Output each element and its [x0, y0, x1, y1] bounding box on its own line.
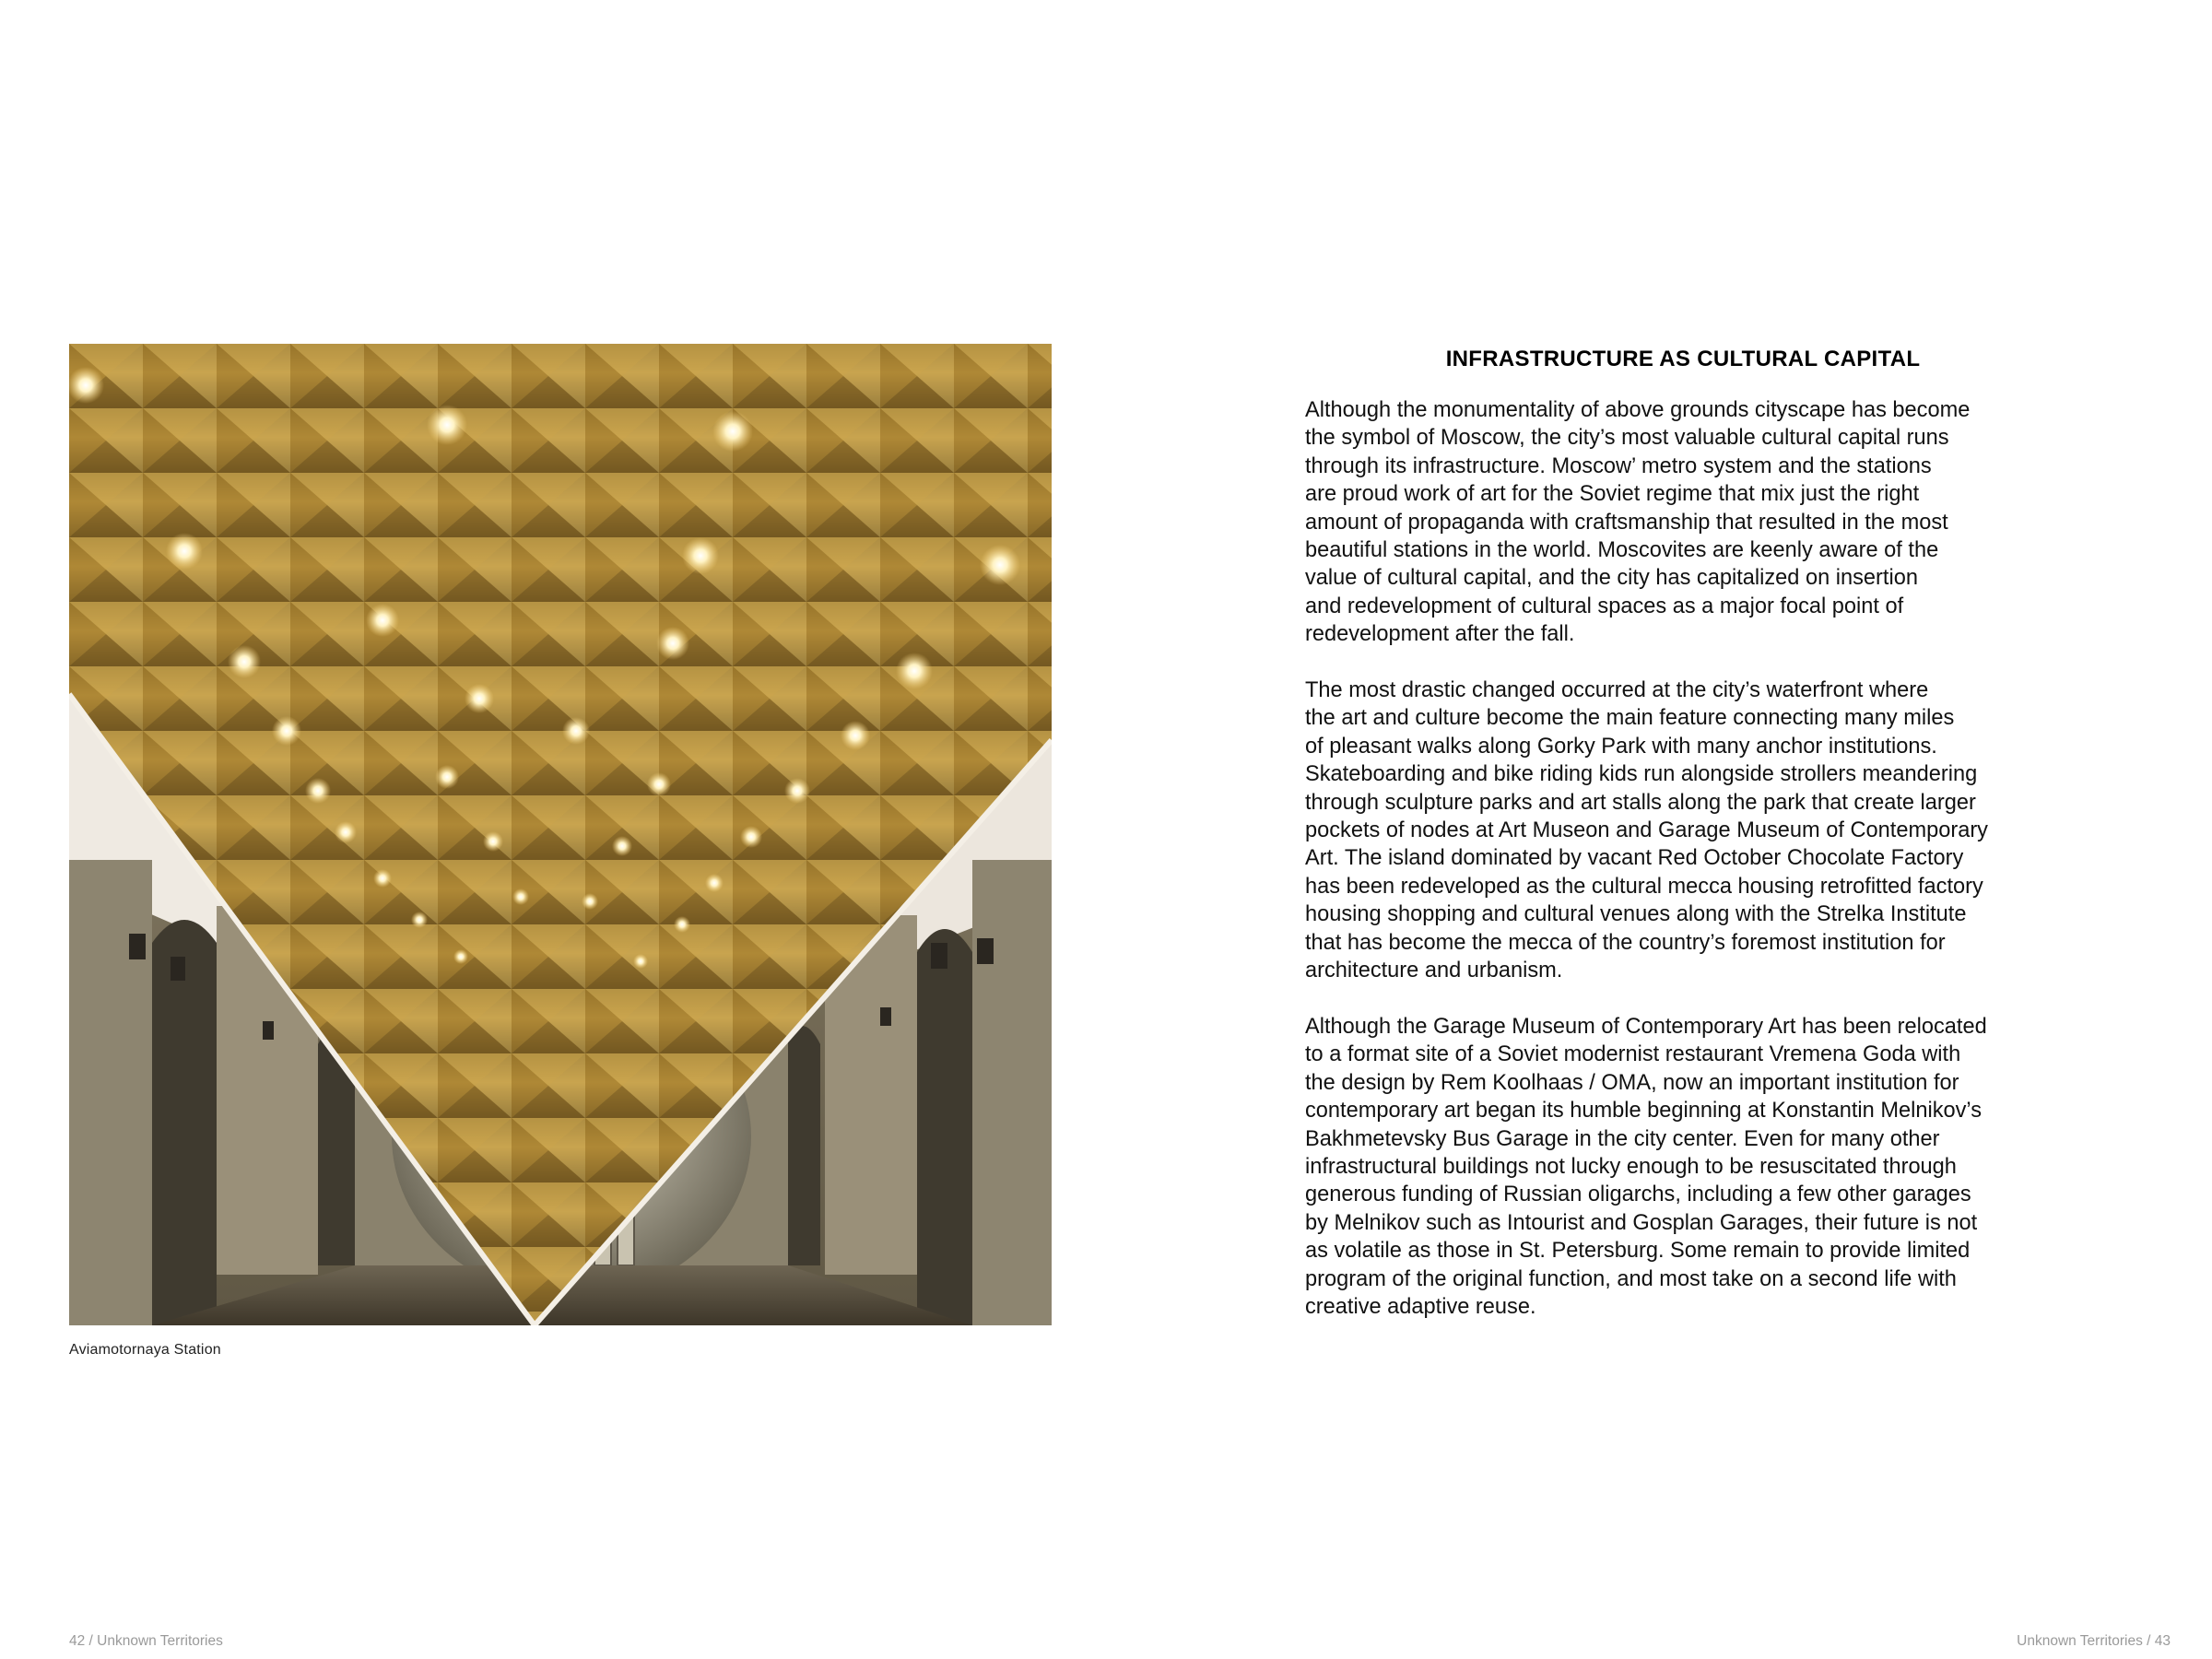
text-line: Skateboarding and bike riding kids run alongside strollers meandering — [1305, 762, 1978, 787]
text-line: to a format site of a Soviet modernist restaurant Vremena Goda with — [1305, 1042, 1961, 1067]
text-line: as volatile as those in St. Petersburg. Some remain to provide limited — [1305, 1239, 1971, 1264]
text-line: architecture and urbanism. — [1305, 959, 1563, 983]
text-line: beautiful stations in the world. Moscovites are keenly aware of the — [1305, 538, 1939, 563]
text-line: that has become the mecca of the country’s foremost institution for — [1305, 930, 1946, 955]
station-photo — [69, 344, 1052, 1325]
text-line: the art and culture become the main feature connecting many miles — [1305, 706, 1955, 731]
text-line: pockets of nodes at Art Museon and Garage Museum of Contemporary — [1305, 818, 1988, 843]
right-pillar-1 — [972, 860, 1052, 1325]
text-line: The most drastic changed occurred at the city’s waterfront where — [1305, 678, 1929, 703]
text-line: infrastructural buildings not lucky enough to be resuscitated through — [1305, 1154, 1957, 1179]
text-line: program of the original function, and most take on a second life with — [1305, 1266, 1957, 1291]
text-line: are proud work of art for the Soviet regime that mix just the right — [1305, 482, 1920, 507]
text-line: housing shopping and cultural venues along with the Strelka Institute — [1305, 902, 1967, 927]
text-line: creative adaptive reuse. — [1305, 1294, 1536, 1319]
text-line: value of cultural capital, and the city has capitalized on insertion — [1305, 566, 1918, 591]
text-line: Although the Garage Museum of Contemporary Art has been relocated — [1305, 1014, 1987, 1039]
text-line: Art. The island dominated by vacant Red October Chocolate Factory — [1305, 846, 1964, 871]
text-line: Bakhmetevsky Bus Garage in the city center. Even for many other — [1305, 1126, 1940, 1151]
text-line: through sculpture parks and art stalls along the park that create larger — [1305, 790, 1976, 815]
text-line: has been redeveloped as the cultural mecca housing retrofitted factory — [1305, 874, 1983, 899]
text-line: and redevelopment of cultural spaces as a major focal point of — [1305, 594, 1904, 618]
photo-caption: Aviamotornaya Station — [69, 1342, 221, 1358]
text-line: generous funding of Russian oligarchs, including a few other garages — [1305, 1182, 1971, 1207]
text-line: Although the monumentality of above grounds cityscape has become — [1305, 398, 1971, 422]
paragraph — [1305, 396, 2061, 649]
page-footer-left: 42 / Unknown Territories — [69, 1633, 223, 1649]
text-line: through its infrastructure. Moscow’ metro system and the stations — [1305, 453, 1932, 478]
paragraph — [1305, 677, 2061, 984]
text-line: the symbol of Moscow, the city’s most valuable cultural capital runs — [1305, 426, 1949, 451]
text-line: the design by Rem Koolhaas / OMA, now an important institution for — [1305, 1070, 1959, 1095]
article-headline: INFRASTRUCTURE AS CULTURAL CAPITAL — [1445, 347, 1921, 371]
station-illustration — [69, 344, 1052, 1325]
text-line: redevelopment after the fall. — [1305, 622, 1575, 647]
right-arch-1 — [917, 929, 972, 1325]
text-line: by Melnikov such as Intourist and Gosplan Garages, their future is not — [1305, 1210, 1978, 1235]
text-line: amount of propaganda with craftsmanship that resulted in the most — [1305, 510, 1948, 535]
right-arch-2 — [783, 1026, 820, 1265]
text-line: of pleasant walks along Gorky Park with many anchor institutions. — [1305, 734, 1937, 759]
left-pillar-1 — [69, 860, 152, 1325]
paragraph — [1305, 1013, 2061, 1321]
page-footer-right: Unknown Territories / 43 — [2017, 1633, 2171, 1649]
text-line: contemporary art began its humble beginning at Konstantin Melnikov’s — [1305, 1099, 1983, 1124]
article — [1305, 347, 2061, 1349]
